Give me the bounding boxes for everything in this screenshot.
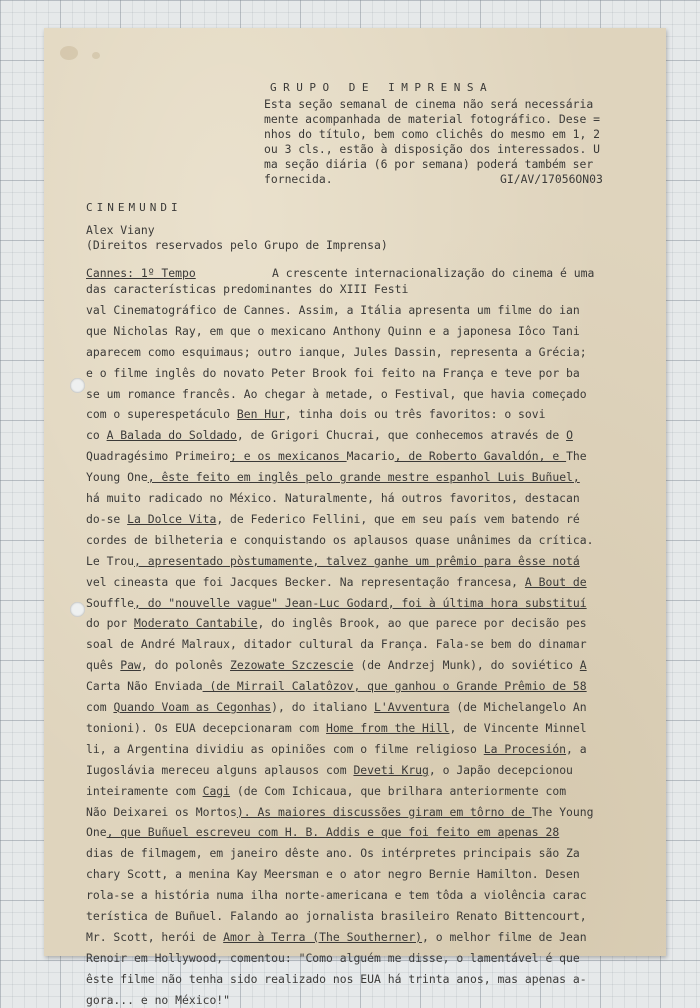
body-text-segment: aparecem como esquimaus; outro ianque, Jules Dassin, representa a Grécia; [86, 344, 587, 359]
body-text-segment: Souffle [86, 595, 135, 610]
body-text-segment: e o filme inglês do novato Peter Brook foi feito na França e teve por ba [86, 365, 580, 380]
film-title: Paw [120, 658, 141, 673]
film-title: Ben Hur [236, 407, 285, 422]
body-text-segment: Le Trou [86, 553, 135, 568]
body-line [86, 678, 587, 694]
film-title: A Bout de [524, 574, 587, 589]
body-text-segment: Young One [86, 470, 148, 485]
body-text-segment: do-se [86, 511, 128, 526]
body-text-segment: , tinha dois ou três favoritos: o sovi [284, 407, 546, 422]
body-text-segment: The [566, 449, 587, 464]
film-title: Cagi [202, 783, 231, 798]
author-name: Alex Viany [86, 223, 155, 237]
body-line [86, 950, 580, 966]
film-title: Home from the Hill [326, 720, 450, 735]
body-text-segment: (de Com Ichicaua, que brilhara anteriormente com [230, 783, 567, 798]
body-text-segment: gora... e no México!" [86, 992, 231, 1007]
body-line [86, 448, 587, 464]
body-text-segment: , a [566, 741, 587, 756]
body-text-segment: vel cineasta que foi Jacques Becker. Na representação francesa, [86, 574, 525, 589]
body-line [86, 992, 230, 1008]
punch-hole-top [70, 378, 85, 393]
body-text-segment: The Young [531, 804, 594, 819]
body-line [86, 929, 587, 945]
body-text-segment: ), do italiano [271, 700, 375, 714]
body-line [86, 866, 580, 882]
body-text-segment: êste filme não tenha sido realizado nos EUA há trinta anos, mas apenas a- [86, 971, 587, 986]
body-first-line: A crescente internacionalização do cinema é uma [272, 266, 595, 280]
body-text-segment: dias de filmagem, em janeiro dêste ano. Os intérpretes principais são Za [86, 846, 580, 861]
body-text-segment: Carta Não Enviada [86, 679, 203, 694]
film-title: , de Roberto Gavaldón, e [394, 449, 567, 464]
body-text-segment: , o melhor filme de Jean [422, 929, 587, 944]
body-text-segment: se um romance francês. Ao chegar à metade, o Festival, que havia começado [86, 386, 587, 401]
body-text-segment: com o superespetáculo [86, 407, 237, 422]
film-title: , do "nouvelle vague" Jean-Luc Godard, foi à última hora substituí [134, 595, 587, 610]
film-title: A Balada do Soldado [106, 428, 237, 443]
body-line [86, 699, 587, 715]
body-text-segment: soal de André Malraux, ditador cultural da França. Fala-se bem do dinamar [86, 637, 587, 652]
film-title: La Procesión [483, 741, 567, 756]
body-line [86, 824, 559, 840]
body-line [86, 344, 587, 360]
body-text-segment: terística de Buñuel. Falando ao jornalista brasileiro Renato Bittencourt, [86, 909, 587, 923]
body-line [86, 762, 573, 778]
body-text-segment: há muito radicado no México. Naturalmente, há outros favoritos, destacan [86, 491, 580, 505]
body-text-segment: quês [86, 658, 121, 673]
rights-notice: (Direitos reservados pelo Grupo de Imprensa) [86, 238, 388, 252]
body-text-segment: com [86, 700, 114, 714]
body-line [86, 532, 593, 548]
body-text-segment: co [86, 428, 107, 443]
film-title: , que Buñuel escreveu com H. B. Addis e que foi feito em apenas 28 [106, 825, 560, 840]
body-line [86, 365, 580, 381]
body-line [86, 469, 580, 485]
body-text-segment: Renoir em Hollywood, comentou: "Como alguém me disse, o lamentável é que [86, 950, 580, 965]
body-line [86, 406, 546, 422]
document-sheet [44, 28, 666, 1007]
reference-code: GI/AV/17056ON03 [500, 172, 603, 186]
body-line [86, 386, 587, 402]
body-line [86, 615, 587, 631]
section-title: Cannes: 1º Tempo [86, 266, 196, 280]
punch-hole-bottom [70, 602, 85, 617]
notice-line: nhos do título, bem como clichês do mesmo em 1, 2 [264, 127, 601, 141]
film-title: Amor à Terra (The Southerner) [223, 929, 423, 944]
film-title: La Dolce Vita [127, 511, 217, 526]
body-text-segment: , do polonês [140, 658, 231, 673]
body-text-segment: Mr. Scott, herói de [86, 929, 224, 944]
notice-line: ma seção diária (6 por semana) poderá também ser [264, 157, 594, 171]
body-line [86, 636, 587, 652]
body-text-segment: , de Grigori Chucrai, que conhecemos através de [236, 428, 567, 443]
body-line [86, 511, 580, 527]
body-text-segment: val Cinematográfico de Cannes. Assim, a Itália apresenta um filme do ian [86, 302, 580, 317]
column-title: CINEMUNDI [86, 201, 182, 214]
notice-line: ou 3 cls., estão à disposição dos interessados. U [264, 142, 601, 156]
body-line [86, 302, 580, 318]
notice-line: Esta seção semanal de cinema não será necessária [264, 97, 594, 111]
body-text-segment: Macario [346, 449, 395, 464]
body-line [86, 574, 587, 590]
body-line [86, 887, 587, 903]
body-text-segment: chary Scott, a menina Kay Meersman e o ator negro Bernie Hamilton. Desen [86, 867, 580, 882]
body-text-segment: , de Vincente Minnel [449, 720, 587, 735]
body-text-segment: (de Andrzej Munk), do soviético [353, 658, 580, 673]
film-title: , apresentado pòstumamente, talvez ganhe um prêmio para êsse notá [134, 553, 580, 568]
body-text-segment: One [86, 825, 107, 840]
body-text-segment: que Nicholas Ray, em que o mexicano Anthony Quinn e a japonesa Iôco Tani [86, 323, 580, 338]
notice-line: fornecida. [264, 172, 333, 186]
body-line [86, 741, 587, 757]
body-line [86, 783, 566, 799]
body-text-segment: (de Michelangelo An [449, 700, 587, 714]
body-line [86, 908, 587, 924]
body-line [86, 804, 594, 820]
body-text-segment: , de Federico Fellini, que em seu país vem batendo ré [216, 511, 580, 526]
body-text-segment: rola-se a história numa ilha norte-americana e tem tôda a violência carac [86, 888, 587, 903]
body-line [86, 427, 573, 443]
body-text-segment: inteiramente com [86, 783, 203, 798]
film-title: Moderato Cantabile [134, 616, 258, 631]
body-line [86, 657, 587, 673]
body-text-segment: li, a Argentina dividiu as opiniões com o filme religioso [86, 741, 484, 756]
film-title: , êste feito em inglês pelo grande mestre espanhol Luis Buñuel, [147, 470, 580, 485]
body-line [86, 845, 580, 861]
film-title: ). As maiores discussões giram em tôrno de [236, 804, 532, 819]
film-title: Zezowate Szczescie [230, 658, 354, 673]
press-group-title: GRUPO DE IMPRENSA [270, 81, 494, 94]
body-text-segment: das características predominantes do XIII Festi [86, 282, 409, 296]
body-text-segment: Iugoslávia mereceu alguns aplausos com [86, 762, 354, 777]
body-text-segment: Não Deixarei os Mortos [86, 804, 237, 819]
body-line [86, 490, 580, 506]
body-text-segment: do por [86, 616, 135, 631]
body-text-segment: Quadragésimo Primeiro [86, 449, 231, 464]
body-line [86, 595, 587, 611]
notice-line: mente acompanhada de material fotográfico. Dese = [264, 112, 601, 126]
body-line [86, 971, 587, 987]
body-text-segment: , o Japão decepcionou [428, 762, 573, 777]
body-line [86, 720, 587, 736]
film-title: A [579, 658, 587, 673]
film-title: Deveti Krug [353, 762, 429, 777]
body-line [86, 323, 580, 339]
body-text-segment: , do inglês Brook, ao que parece por decisão pes [257, 616, 587, 631]
film-title: L'Avventura [374, 700, 450, 714]
paper-stain [60, 46, 78, 60]
paper-stain [92, 52, 100, 59]
body-text-segment: cordes de bilheteria e conquistando os aplausos quase unânimes da crítica. [86, 532, 594, 547]
film-title: ; e os mexicanos [230, 449, 347, 464]
film-title: O [566, 428, 573, 443]
film-title: Quando Voam as Cegonhas [113, 700, 272, 714]
body-line [86, 281, 408, 297]
body-line [86, 553, 580, 569]
film-title: (de Mirrail Calatôzov, que ganhou o Grande Prêmio de 58 [202, 679, 587, 694]
body-text-segment: tonioni). Os EUA decepcionaram com [86, 720, 327, 735]
